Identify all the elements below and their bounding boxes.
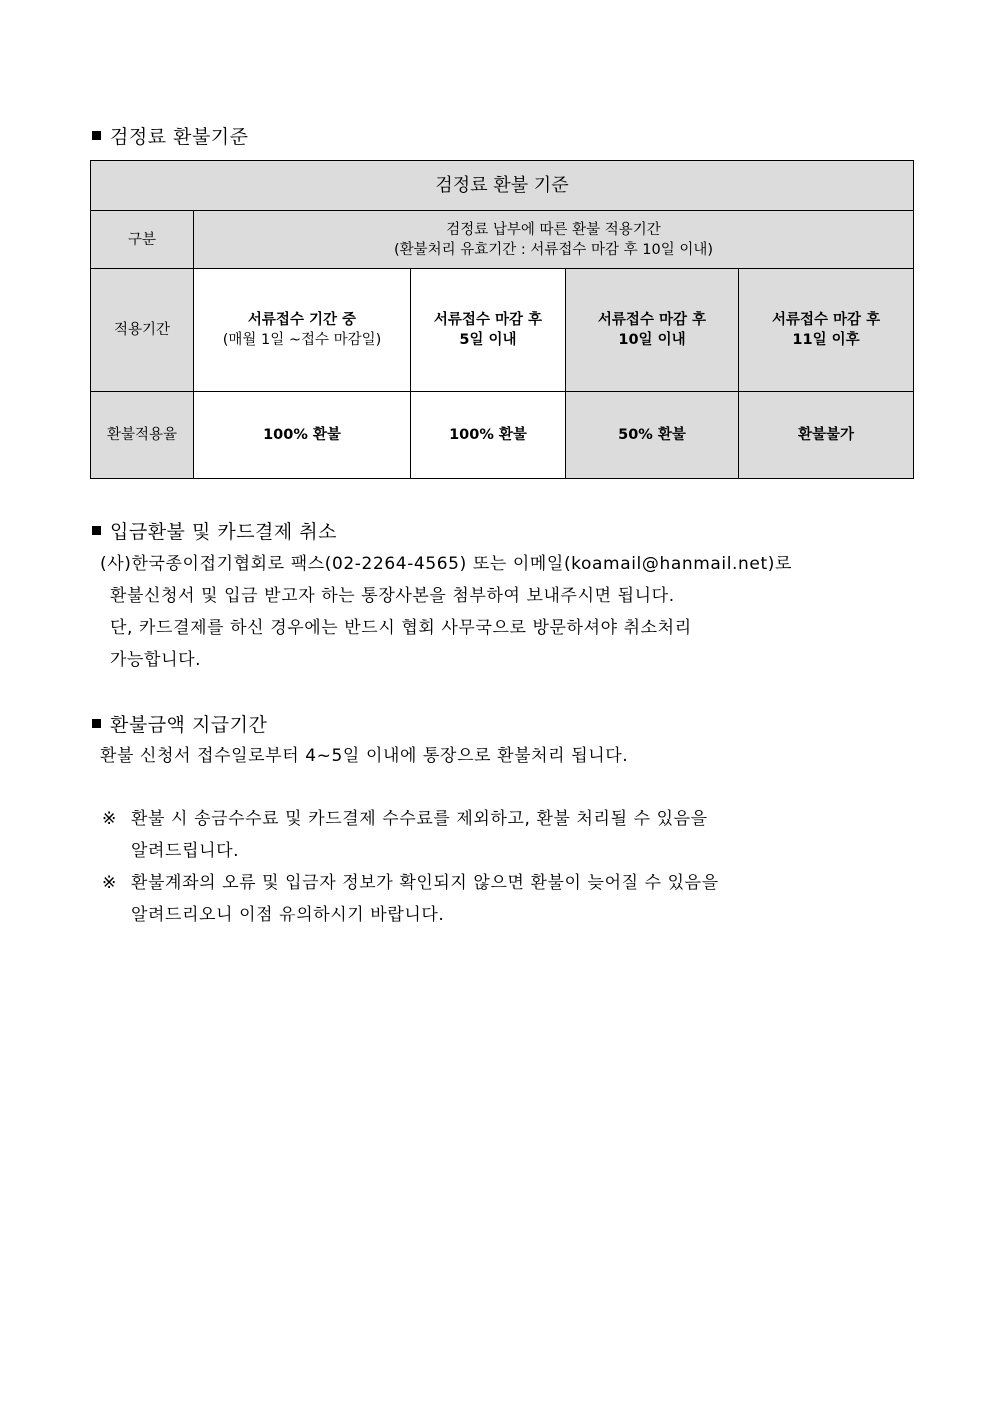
section-heading-payment-period — [92, 710, 267, 737]
row-label-period: 적용기간 — [91, 269, 194, 392]
paragraph-line: 환불 신청서 접수일로부터 4~5일 이내에 통장으로 환불처리 됩니다. — [100, 746, 629, 766]
period-cell-line2: 10일 이내 — [618, 332, 686, 348]
paragraph-line: 단, 카드결제를 하신 경우에는 반드시 협회 사무국으로 방문하셔야 취소처리 — [110, 618, 692, 638]
period-cell-line2: 11일 이후 — [792, 332, 860, 348]
note-line: 알려드립니다. — [131, 841, 240, 861]
note-line: 환불 시 송금수수료 및 카드결제 수수료를 제외하고, 환불 처리될 수 있음을 — [131, 809, 708, 829]
period-description-line1: 검정료 납부에 따른 환불 적용기간 — [446, 221, 661, 238]
period-cell-line2: (매월 1일 ~접수 마감일) — [222, 332, 382, 348]
refund-rate-cell: 환불불가 — [739, 392, 914, 479]
note-mark: ※ — [102, 809, 117, 829]
note-mark: ※ — [102, 873, 117, 893]
period-cell-11days — [739, 269, 914, 392]
period-cell-during — [194, 269, 411, 392]
period-description-line2: (환불처리 유효기간 : 서류접수 마감 후 10일 이내) — [393, 241, 714, 258]
row-label-category: 구분 — [91, 211, 194, 269]
period-cell-5days — [411, 269, 566, 392]
square-bullet-icon — [92, 526, 101, 535]
row-label-refund-rate: 환불적용율 — [91, 392, 194, 479]
period-cell-line2: 5일 이내 — [459, 332, 517, 348]
refund-rate-cell: 50% 환불 — [566, 392, 739, 479]
refund-criteria-table — [90, 160, 914, 479]
section-heading-text: 입금환불 및 카드결제 취소 — [110, 521, 338, 543]
paragraph-line: (사)한국종이접기협회로 팩스(02-2264-4565) 또는 이메일(koamail@hanmail.net)로 — [100, 554, 793, 574]
period-cell-line1: 서류접수 마감 후 — [433, 312, 543, 328]
section-heading-text: 검정료 환불기준 — [110, 126, 249, 148]
section-heading-refund-criteria — [92, 122, 249, 149]
table-title: 검정료 환불 기준 — [91, 161, 914, 211]
paragraph-line: 환불신청서 및 입금 받고자 하는 통장사본을 첨부하여 보내주시면 됩니다. — [110, 586, 675, 606]
refund-rate-cell: 100% 환불 — [411, 392, 566, 479]
period-cell-line1: 서류접수 마감 후 — [597, 312, 707, 328]
square-bullet-icon — [92, 131, 101, 140]
period-description-cell — [194, 211, 914, 269]
period-cell-line1: 서류접수 마감 후 — [771, 312, 881, 328]
refund-rate-cell: 100% 환불 — [194, 392, 411, 479]
square-bullet-icon — [92, 719, 101, 728]
section-heading-text: 환불금액 지급기간 — [110, 714, 268, 736]
period-cell-line1: 서류접수 기간 중 — [247, 312, 357, 328]
paragraph-line: 가능합니다. — [110, 650, 202, 670]
note-line: 알려드리오니 이점 유의하시기 바랍니다. — [131, 905, 445, 925]
note-line: 환불계좌의 오류 및 입금자 정보가 확인되지 않으면 환불이 늦어질 수 있음을 — [131, 873, 719, 893]
period-cell-10days — [566, 269, 739, 392]
section-heading-refund-cancel — [92, 517, 337, 544]
